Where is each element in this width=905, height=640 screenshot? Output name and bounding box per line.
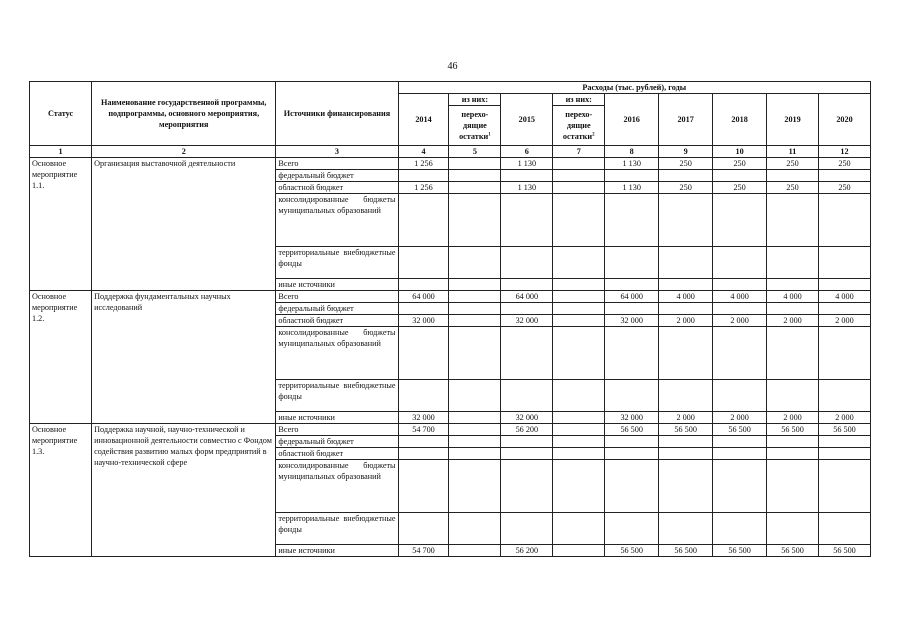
value-cell — [819, 247, 871, 279]
value-cell — [605, 448, 659, 460]
column-number-row — [30, 146, 871, 158]
funding-source: Всего — [276, 158, 398, 170]
value-cell: 250 — [659, 158, 713, 170]
header-of-them-2: из них: — [553, 94, 605, 106]
funding-source: консолидированные бюджеты муниципальных образований — [276, 194, 398, 247]
value-cell — [819, 303, 871, 315]
value-cell: 250 — [713, 182, 767, 194]
column-number: 3 — [276, 146, 398, 158]
value-cell: 250 — [819, 182, 871, 194]
value-cell: 4 000 — [819, 291, 871, 303]
funding-source: иные источники — [276, 545, 398, 557]
column-number: 12 — [819, 146, 871, 158]
value-cell — [605, 303, 659, 315]
value-cell — [398, 279, 449, 291]
value-cell — [819, 448, 871, 460]
activity-name: Поддержка научной, научно-технической и инновационной деятельности совместно с Фондом содействия развитию малых форм предприятий в научно-технической сфере — [92, 424, 276, 557]
value-cell — [767, 448, 819, 460]
value-cell — [553, 247, 605, 279]
table-row — [30, 291, 871, 303]
value-cell — [819, 170, 871, 182]
value-cell — [449, 247, 501, 279]
table-header — [30, 82, 871, 158]
value-cell: 2 000 — [819, 412, 871, 424]
value-cell — [553, 291, 605, 303]
value-cell: 56 500 — [605, 424, 659, 436]
header-of-them-1: из них: — [449, 94, 501, 106]
value-cell — [605, 380, 659, 412]
table-body — [30, 158, 871, 557]
activity-name: Поддержка фундаментальных научных исследований — [92, 291, 276, 424]
value-cell — [398, 513, 449, 545]
value-cell: 1 256 — [398, 182, 449, 194]
value-cell: 2 000 — [767, 315, 819, 327]
value-cell: 2 000 — [767, 412, 819, 424]
value-cell — [713, 436, 767, 448]
footnote-2-marker: 2 — [592, 132, 595, 138]
value-cell — [659, 513, 713, 545]
value-cell — [713, 279, 767, 291]
value-cell — [553, 158, 605, 170]
value-cell: 2 000 — [713, 315, 767, 327]
value-cell: 32 000 — [501, 315, 553, 327]
value-cell — [449, 194, 501, 247]
value-cell — [659, 460, 713, 513]
value-cell — [819, 327, 871, 380]
value-cell — [605, 513, 659, 545]
value-cell: 1 130 — [501, 182, 553, 194]
value-cell: 64 000 — [398, 291, 449, 303]
value-cell — [767, 327, 819, 380]
value-cell — [767, 194, 819, 247]
value-cell — [553, 194, 605, 247]
value-cell: 250 — [713, 158, 767, 170]
value-cell — [449, 303, 501, 315]
value-cell — [501, 380, 553, 412]
value-cell: 56 500 — [659, 545, 713, 557]
value-cell — [553, 279, 605, 291]
value-cell — [767, 513, 819, 545]
value-cell — [449, 513, 501, 545]
value-cell — [553, 170, 605, 182]
value-cell: 1 130 — [501, 158, 553, 170]
value-cell — [553, 460, 605, 513]
value-cell — [767, 170, 819, 182]
funding-source: федеральный бюджет — [276, 303, 398, 315]
value-cell: 2 000 — [819, 315, 871, 327]
value-cell — [449, 380, 501, 412]
value-cell — [659, 448, 713, 460]
value-cell: 64 000 — [605, 291, 659, 303]
value-cell — [819, 436, 871, 448]
value-cell — [767, 380, 819, 412]
value-cell — [398, 380, 449, 412]
value-cell: 32 000 — [398, 412, 449, 424]
activity-status: Основное мероприятие 1.3. — [30, 424, 92, 557]
value-cell — [501, 247, 553, 279]
funding-source: Всего — [276, 291, 398, 303]
value-cell: 4 000 — [713, 291, 767, 303]
value-cell — [501, 460, 553, 513]
value-cell: 56 500 — [713, 545, 767, 557]
footnote-1-marker: 1 — [488, 132, 491, 138]
value-cell: 2 000 — [659, 315, 713, 327]
value-cell — [767, 247, 819, 279]
value-cell: 56 500 — [605, 545, 659, 557]
value-cell: 64 000 — [501, 291, 553, 303]
value-cell — [553, 327, 605, 380]
header-year-2017: 2017 — [659, 94, 713, 146]
value-cell — [449, 315, 501, 327]
value-cell — [767, 303, 819, 315]
value-cell — [398, 247, 449, 279]
value-cell: 250 — [819, 158, 871, 170]
value-cell — [819, 513, 871, 545]
value-cell — [398, 327, 449, 380]
column-number: 4 — [398, 146, 449, 158]
header-year-2015: 2015 — [501, 94, 553, 146]
value-cell — [659, 303, 713, 315]
value-cell — [605, 460, 659, 513]
value-cell — [819, 194, 871, 247]
value-cell — [605, 327, 659, 380]
header-year-2019: 2019 — [767, 94, 819, 146]
funding-source: территориальные внебюджетные фонды — [276, 247, 398, 279]
value-cell: 1 130 — [605, 158, 659, 170]
value-cell — [449, 279, 501, 291]
value-cell — [553, 315, 605, 327]
value-cell: 4 000 — [767, 291, 819, 303]
value-cell — [501, 303, 553, 315]
value-cell — [449, 412, 501, 424]
column-number: 5 — [449, 146, 501, 158]
funding-source: консолидированные бюджеты муниципальных образований — [276, 327, 398, 380]
funding-source: областной бюджет — [276, 448, 398, 460]
value-cell: 56 500 — [819, 424, 871, 436]
column-number: 10 — [713, 146, 767, 158]
value-cell — [767, 460, 819, 513]
value-cell — [659, 436, 713, 448]
funding-source: иные источники — [276, 279, 398, 291]
header-carryover-2 — [553, 106, 605, 146]
value-cell: 56 500 — [767, 545, 819, 557]
funding-source: областной бюджет — [276, 182, 398, 194]
funding-source: консолидированные бюджеты муниципальных образований — [276, 460, 398, 513]
value-cell — [713, 303, 767, 315]
value-cell — [449, 182, 501, 194]
header-year-2014: 2014 — [398, 94, 449, 146]
value-cell — [553, 303, 605, 315]
header-year-2018: 2018 — [713, 94, 767, 146]
value-cell — [659, 380, 713, 412]
value-cell: 1 256 — [398, 158, 449, 170]
value-cell — [553, 436, 605, 448]
value-cell — [605, 279, 659, 291]
funding-source: территориальные внебюджетные фонды — [276, 380, 398, 412]
value-cell — [449, 436, 501, 448]
value-cell — [398, 194, 449, 247]
value-cell — [501, 513, 553, 545]
header-carryover-1 — [449, 106, 501, 146]
value-cell — [605, 436, 659, 448]
value-cell: 250 — [767, 158, 819, 170]
value-cell — [713, 327, 767, 380]
column-number: 7 — [553, 146, 605, 158]
value-cell: 32 000 — [605, 315, 659, 327]
header-carryover-1-label: перехо-дящие остатки — [459, 110, 489, 141]
value-cell: 56 500 — [819, 545, 871, 557]
value-cell — [659, 247, 713, 279]
value-cell — [605, 170, 659, 182]
column-number: 6 — [501, 146, 553, 158]
value-cell: 56 500 — [659, 424, 713, 436]
value-cell — [553, 380, 605, 412]
value-cell — [713, 513, 767, 545]
value-cell — [449, 448, 501, 460]
value-cell — [713, 448, 767, 460]
value-cell — [819, 380, 871, 412]
value-cell: 56 500 — [767, 424, 819, 436]
value-cell — [449, 291, 501, 303]
header-name: Наименование государственной программы, подпрограммы, основного мероприятия, мероприятия — [92, 82, 276, 146]
value-cell — [553, 513, 605, 545]
funding-source: областной бюджет — [276, 315, 398, 327]
value-cell — [659, 279, 713, 291]
table-row — [30, 424, 871, 436]
value-cell: 32 000 — [501, 412, 553, 424]
header-carryover-2-label: перехо-дящие остатки — [562, 110, 593, 141]
value-cell — [713, 460, 767, 513]
value-cell — [659, 194, 713, 247]
value-cell — [501, 436, 553, 448]
value-cell — [767, 436, 819, 448]
value-cell: 56 200 — [501, 545, 553, 557]
value-cell: 54 700 — [398, 545, 449, 557]
value-cell — [398, 303, 449, 315]
value-cell — [713, 380, 767, 412]
value-cell — [553, 545, 605, 557]
value-cell — [553, 182, 605, 194]
value-cell — [713, 194, 767, 247]
value-cell — [501, 327, 553, 380]
value-cell — [819, 460, 871, 513]
funding-source: федеральный бюджет — [276, 436, 398, 448]
value-cell: 250 — [767, 182, 819, 194]
header-year-2016: 2016 — [605, 94, 659, 146]
activity-status: Основное мероприятие 1.1. — [30, 158, 92, 291]
value-cell — [449, 424, 501, 436]
funding-source: федеральный бюджет — [276, 170, 398, 182]
column-number: 1 — [30, 146, 92, 158]
funding-source: иные источники — [276, 412, 398, 424]
column-number: 9 — [659, 146, 713, 158]
value-cell — [501, 194, 553, 247]
header-expenses: Расходы (тыс. рублей), годы — [398, 82, 870, 94]
column-number: 8 — [605, 146, 659, 158]
value-cell — [449, 158, 501, 170]
value-cell: 56 200 — [501, 424, 553, 436]
value-cell — [398, 170, 449, 182]
funding-source: Всего — [276, 424, 398, 436]
value-cell: 4 000 — [659, 291, 713, 303]
value-cell: 250 — [659, 182, 713, 194]
value-cell: 54 700 — [398, 424, 449, 436]
value-cell — [713, 170, 767, 182]
value-cell — [553, 424, 605, 436]
value-cell: 32 000 — [398, 315, 449, 327]
value-cell — [501, 170, 553, 182]
value-cell — [819, 279, 871, 291]
value-cell — [605, 247, 659, 279]
column-number: 11 — [767, 146, 819, 158]
value-cell: 2 000 — [713, 412, 767, 424]
value-cell — [398, 436, 449, 448]
value-cell — [398, 460, 449, 513]
activity-status: Основное мероприятие 1.2. — [30, 291, 92, 424]
header-year-2020: 2020 — [819, 94, 871, 146]
header-status: Статус — [30, 82, 92, 146]
activity-name: Организация выставочной деятельности — [92, 158, 276, 291]
value-cell — [659, 170, 713, 182]
value-cell — [767, 279, 819, 291]
value-cell — [449, 327, 501, 380]
value-cell: 32 000 — [605, 412, 659, 424]
value-cell — [659, 327, 713, 380]
value-cell — [449, 460, 501, 513]
value-cell — [398, 448, 449, 460]
value-cell — [713, 247, 767, 279]
page-number: 46 — [447, 61, 458, 72]
value-cell — [605, 194, 659, 247]
value-cell: 1 130 — [605, 182, 659, 194]
funding-source: территориальные внебюджетные фонды — [276, 513, 398, 545]
value-cell — [501, 448, 553, 460]
value-cell: 56 500 — [713, 424, 767, 436]
value-cell — [449, 170, 501, 182]
value-cell — [553, 448, 605, 460]
value-cell — [501, 279, 553, 291]
header-sources: Источники финансирования — [276, 82, 398, 146]
value-cell — [449, 545, 501, 557]
column-number: 2 — [92, 146, 276, 158]
value-cell — [553, 412, 605, 424]
table-row — [30, 158, 871, 170]
value-cell: 2 000 — [659, 412, 713, 424]
budget-table — [29, 81, 871, 557]
